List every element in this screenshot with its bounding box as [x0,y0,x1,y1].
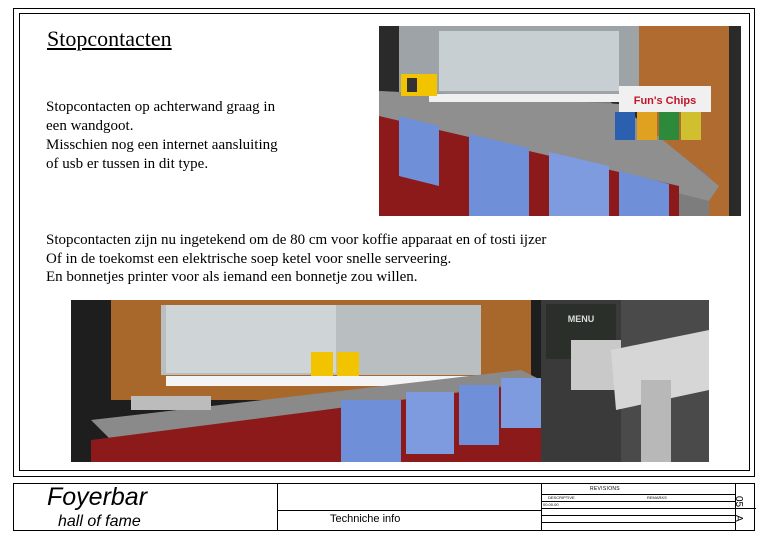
page-heading: Stopcontacten [47,26,172,51]
project-subtitle: hall of fame [58,513,141,530]
sheet-letter: A [733,515,744,522]
paragraph-line: een wandgoot. [46,118,134,134]
revisions-column-remarks: REMARKS [647,495,667,500]
title-block-info-cell [278,484,542,530]
revisions-divider [542,522,736,523]
title-block-revisions-cell [542,484,736,530]
render-bar-counter-top-view [379,26,741,216]
project-title: Foyerbar [47,483,148,511]
paragraph-wall-sockets [46,98,366,174]
info-label: Techniche info [330,513,401,525]
paragraph-line: Stopcontacten zijn nu ingetekend om de 80 cm voor koffie apparaat en of tosti ijzer [46,232,547,248]
revisions-divider [542,508,736,509]
revisions-divider [542,515,736,516]
menu-board-text: MENU [567,314,595,324]
revisions-date: 00.00.00 [543,502,559,507]
render-bar-front-view [71,300,709,462]
revisions-column-descriptive: DESCRIPTIVE [548,495,575,500]
paragraph-line: Stopcontacten op achterwand graag in [46,99,276,115]
paragraph-line: Misschien nog een internet aansluiting [46,137,278,153]
paragraph-sockets-drawn [46,231,546,287]
revisions-divider [542,501,736,502]
sheet-divider [736,508,756,509]
paragraph-line: Of in de toekomst een elektrische soep ketel voor snelle serveering. [46,250,452,267]
chips-sign-text: Fun's Chips [633,95,697,107]
sheet-number: 05 [733,496,744,508]
title-block-divider [278,510,542,511]
paragraph-line: of usb er tussen in dit type. [46,156,209,172]
revisions-title: REVISIONS [590,486,620,492]
paragraph-line: En bonnetjes printer voor als iemand een bonnetje zou willen. [46,269,418,285]
